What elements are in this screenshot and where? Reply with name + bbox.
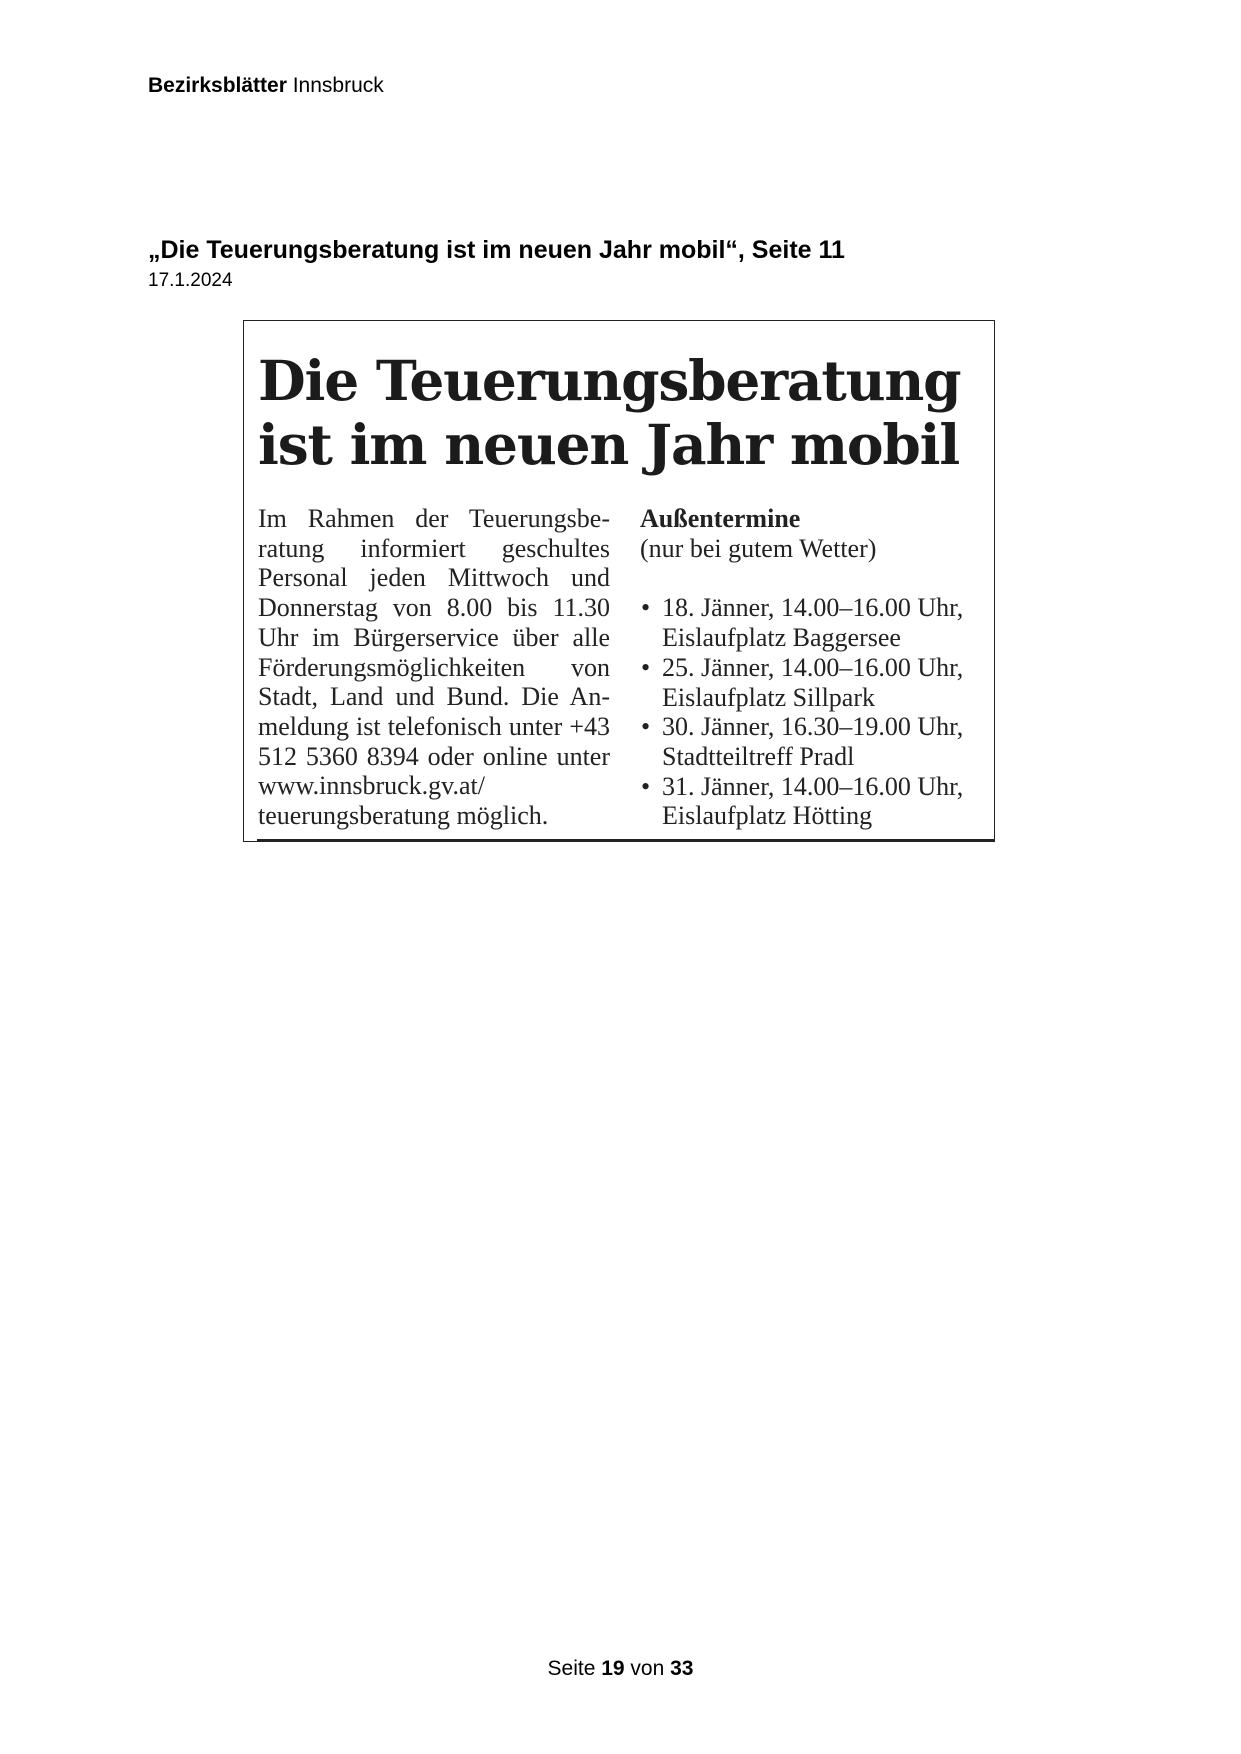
appointments-box [640, 504, 985, 831]
list-item [640, 653, 985, 712]
footer-prefix: Seite [547, 1657, 602, 1680]
publication-name [148, 74, 384, 98]
appointment-time: • 30. Jänner, 16.30–19.00 Uhr, [662, 712, 964, 742]
total-pages: 33 [670, 1657, 694, 1680]
page-number-footer [0, 1657, 1241, 1681]
list-item [640, 712, 985, 771]
appointments-list [640, 593, 985, 831]
appointment-time: • 31. Jänner, 14.00–16.00 Uhr, [662, 771, 964, 801]
current-page: 19 [601, 1657, 625, 1680]
appointment-location: Eislaufplatz Hötting [662, 801, 873, 831]
appointment-time: • 25. Jänner, 14.00–16.00 Uhr, [662, 652, 964, 682]
publication-name-location: Innsbruck [286, 74, 384, 97]
document-title: „Die Teuerungsberatung ist im neuen Jahr mobil“, Seite 11 [148, 236, 845, 264]
list-item [640, 593, 985, 652]
article-body: Im Rahmen der Teuerungsberatung informiert geschultes Personal jeden Mittwoch und Donnerstag von 8.00 bis 11.30 Uhr im Bürgerservice über alle Förderungsmöglichkeiten von Stadt, Land und Bund. Die Anmeldung ist telefonisch unter +43 512 5360 8394 oder online unter www.innsbruck.gv.at/ teuerungsberatung möglich. [258, 504, 610, 831]
list-item [640, 772, 985, 831]
appointment-location: Eislaufplatz Sillpark [662, 682, 876, 712]
appointments-subtitle: (nur bei gutem Wetter) [640, 533, 877, 563]
bottom-rule [257, 839, 994, 841]
appointments-title: Außentermine [640, 504, 801, 533]
newspaper-clipping [243, 320, 995, 842]
headline-line-2: ist im neuen Jahr mobil [258, 412, 960, 477]
headline-line-1: Die Teuerungsberatung [258, 348, 961, 413]
article-headline [258, 349, 978, 477]
footer-middle: von [624, 1657, 671, 1680]
appointment-location: Eislaufplatz Baggersee [662, 623, 901, 653]
appointment-location: Stadtteiltreff Pradl [662, 741, 855, 771]
appointment-time: • 18. Jänner, 14.00–16.00 Uhr, [662, 593, 964, 623]
publication-name-bold: Bezirksblätter [148, 74, 287, 97]
document-date: 17.1.2024 [148, 270, 233, 291]
